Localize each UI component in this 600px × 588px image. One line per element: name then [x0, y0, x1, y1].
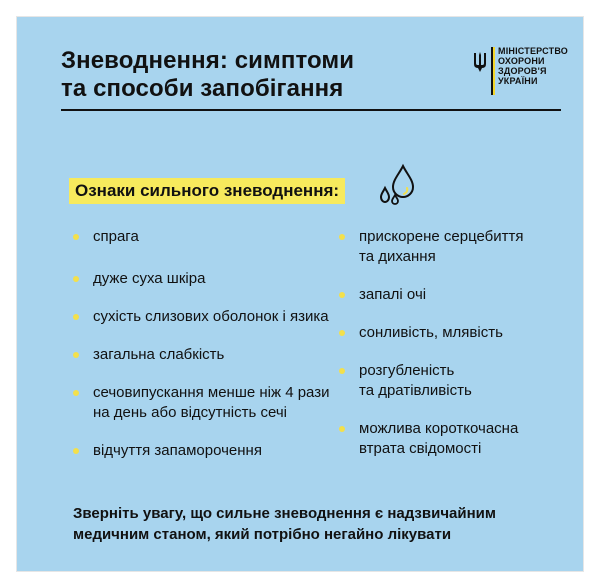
symptom-text: запалі очі [359, 286, 427, 303]
ministry-logo [473, 39, 569, 103]
water-drops-icon [373, 162, 427, 206]
bullet-dot [339, 330, 345, 336]
symptom-item [73, 227, 343, 247]
header-divider [61, 109, 561, 111]
symptom-item [73, 307, 343, 327]
symptoms-right-column [339, 227, 569, 459]
title-line-2: та способи запобігання [61, 75, 344, 102]
section-heading: Ознаки сильного зневоднення: [69, 178, 345, 204]
bullet-dot [73, 448, 79, 454]
symptom-text: відчуття запаморочення [93, 442, 262, 459]
ministry-name-line: ЗДОРОВ'Я [498, 66, 547, 76]
symptom-item [73, 269, 343, 289]
brand-divider-yellow [493, 47, 495, 95]
symptom-text: загальна слабкість [93, 346, 225, 363]
section-heading-wrap [69, 177, 345, 205]
bullet-dot [73, 390, 79, 396]
symptom-text: можлива короткочасна втрата свідомості [359, 420, 519, 457]
symptom-item [73, 441, 343, 461]
ministry-name-line: ОХОРОНИ [498, 56, 545, 66]
bullet-dot [339, 234, 345, 240]
bullet-dot [73, 276, 79, 282]
bullet-dot [339, 292, 345, 298]
symptom-item [339, 361, 569, 401]
title-line-1: Зневоднення: симптоми [61, 47, 355, 74]
symptom-item [73, 383, 343, 423]
symptom-text: сечовипускання менше ніж 4 рази на день або відсутність сечі [93, 384, 330, 421]
symptom-text: сонливість, млявість [359, 324, 503, 341]
trident-icon [473, 51, 487, 73]
page-title [61, 47, 391, 103]
ministry-name [498, 46, 568, 86]
bullet-dot [73, 234, 79, 240]
bullet-dot [339, 368, 345, 374]
symptom-item [339, 227, 569, 267]
symptom-item [339, 323, 569, 343]
symptoms-left-column [73, 227, 343, 461]
infographic-card [16, 16, 584, 572]
symptom-text: дуже суха шкіра [93, 270, 206, 287]
warning-note: Зверніть увагу, що сильне зневоднення є надзвичайним медичним станом, який потрібно негайно лікувати [73, 505, 496, 543]
symptom-item [339, 419, 569, 459]
bullet-dot [73, 314, 79, 320]
symptom-item [73, 345, 343, 365]
symptom-text: сухість слизових оболонок і язика [93, 308, 329, 325]
symptom-text: розгубленість та дратівливість [359, 362, 472, 399]
ministry-name-line: МІНІСТЕРСТВО [498, 46, 569, 56]
bullet-dot [73, 352, 79, 358]
symptom-text: спрага [93, 228, 139, 245]
symptom-text: прискорене серцебиття та дихання [359, 228, 524, 265]
ministry-name-line: УКРАЇНИ [498, 76, 538, 86]
symptom-item [339, 285, 569, 305]
bullet-dot [339, 426, 345, 432]
